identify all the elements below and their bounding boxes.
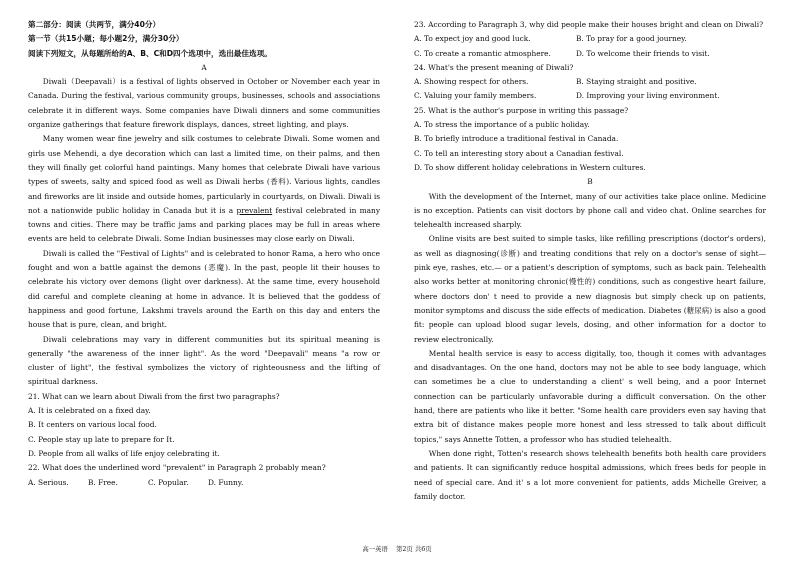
passage-b-label: B	[587, 177, 593, 187]
question-24-stem: 24. What's the present meaning of Diwali?	[414, 62, 574, 72]
passage-a-paragraph-2	[28, 132, 380, 246]
right-column	[414, 18, 766, 504]
question-21-option-c: C. People stay up late to prepare for It.	[28, 434, 175, 444]
question-23-stem: 23. According to Paragraph 3, why did people make their houses bright and clean on Diwali?	[414, 20, 764, 29]
question-22-stem: 22. What does the underlined word "prevalent" in Paragraph 2 probably mean?	[28, 463, 326, 473]
footer-subject: 高一英语	[362, 545, 388, 553]
question-23-option-d: D. To welcome their friends to visit.	[576, 48, 710, 58]
question-23-option-a: A. To expect joy and good luck.	[414, 34, 531, 44]
passage-a-paragraph-1: Diwali（Deepavali）is a festival of lights observed in October or November each year in Canada. During the festival, various community groups, businesses, schools and associations celebrate it in different ways. Some companies have Diwali dinners and some communities organize gatherings that feature firework displays, dances, street lighting, and plays.	[28, 77, 380, 130]
passage-b-paragraph-4: When done right, Totten's research shows telehealth benefits both health care providers and patients. It can significantly reduce hospital admissions, which frees beds for people in need of special care. And it' s a lot more convenient for patients, adds Michelle Greiver, a family doctor.	[414, 448, 766, 501]
question-22-option-a: A. Serious.	[28, 477, 69, 487]
question-24-option-d: D. Improving your living environment.	[576, 91, 720, 101]
paragraph-2-text-after: festival celebrated in many towns and cities. There may be traffic jams and parking places may be full in areas where events are held to celebrate Diwali. Some Indian businesses may close early on Diwali.	[28, 205, 380, 244]
question-21-stem: 21. What can we learn about Diwali from the first two paragraphs?	[28, 391, 280, 401]
question-23-options-row-1	[414, 32, 766, 46]
part-heading: 第二部分：阅读（共两节，满分40分）	[28, 20, 161, 29]
passage-a-paragraph-4: Diwali celebrations may vary in different communities but its spiritual meaning is generally "the awareness of the inner light". As the word "Deepavali" means "a row or cluster of light", the festival symbolizes the victory of righteousness and the lifting of spiritual darkness.	[28, 334, 380, 387]
question-22-options	[28, 476, 380, 490]
question-24-options-row-1	[414, 75, 766, 89]
question-23-option-c: C. To create a romantic atmosphere.	[414, 48, 551, 58]
paragraph-2-text-before: Many women wear fine jewelry and silk costumes to celebrate Diwali. Some women and girls use Mehendi, a dye decoration which can last a limited time, on their palms, and then they will finally get colorful hand paintings. Many homes that celebrate Diwali have various types of sweets, salty and spiced food as well as Diwali herbs (香料). Various lights, candles and fireworks are lit inside and outside homes, particularly in courtyards, on Diwali. Diwali is not a nationwide public holiday in Canada but it is a	[28, 134, 380, 215]
question-23-option-b: B. To pray for a good journey.	[576, 34, 687, 44]
page-footer	[0, 544, 794, 553]
question-25-option-b: B. To briefly introduce a traditional festival in Canada.	[414, 134, 619, 144]
instruction-text: 阅读下列短文，从每题所给的A、B、C和D四个选项中，选出最佳选项。	[28, 48, 272, 58]
left-column	[28, 18, 380, 490]
passage-a-label: A	[201, 62, 207, 72]
section-heading: 第一节（共15小题；每小题2分，满分30分）	[28, 34, 184, 44]
question-22-option-c: C. Popular.	[148, 477, 189, 487]
question-25-option-a: A. To stress the importance of a public holiday.	[414, 120, 590, 130]
question-22-option-d: D. Funny.	[208, 477, 244, 487]
question-22-option-b: B. Free.	[88, 477, 118, 487]
question-24-options-row-2	[414, 89, 766, 103]
question-24-option-a: A. Showing respect for others.	[414, 77, 529, 87]
question-25-option-d: D. To show different holiday celebrations in Western cultures.	[414, 162, 646, 172]
question-25-option-c: C. To tell an interesting story about a Canadian festival.	[414, 148, 624, 158]
underlined-word: prevalent	[236, 205, 273, 215]
question-23-options-row-2	[414, 47, 766, 61]
footer-page-number: 第2页 共6页	[395, 545, 432, 553]
passage-b-paragraph-1: With the development of the Internet, many of our activities take place online. Medicine is no exception. Patients can visit doctors by phone call and video chat. Online searches for telehealth increased sharply.	[414, 191, 766, 230]
question-24-option-c: C. Valuing your family members.	[414, 91, 537, 101]
passage-b-paragraph-2: Online visits are best suited to simple tasks, like refilling prescriptions (doctor's orders), as well as diagnosing(诊断) and treating conditions that rely on a doctor's sense of sight— pink eye, rashes, etc.— or a patient's description of symptoms, such as back pain. Telehealth also works better at monitoring chronic(慢性的) conditions, such as congestive heart failure, where doctors don' t need to provide a new diagnosis but simply check up on patients, monitor symptoms and discuss the side effects of medication. Diabetes (糖尿病) is also a good fit: people can upload blood sugar levels, dosing, and other information for a doctor to review electronically.	[414, 234, 766, 344]
passage-a-paragraph-3: Diwali is called the "Festival of Lights" and is celebrated to honor Rama, a hero who once fought and won a battle against the demons (恶魔). In the past, people lit their houses to celebrate his victory over demons (light over darkness). At the same time, every household did careful and complete cleaning at home in advance. It is believed that the goddess of happiness and good fortune, Lakshmi travels around the Earth on this day and enters the house that is pure, clean, and bright.	[28, 248, 380, 330]
question-21-option-a: A. It is celebrated on a fixed day.	[28, 406, 151, 416]
question-25-stem: 25. What is the author's purpose in writing this passage?	[414, 105, 629, 115]
question-21-option-d: D. People from all walks of life enjoy celebrating it.	[28, 448, 220, 458]
question-24-option-b: B. Staying straight and positive.	[576, 77, 697, 87]
passage-b-paragraph-3: Mental health service is easy to access digitally, too, though it comes with advantages and disadvantages. On the one hand, doctors may not be able to see body language, which can sometimes be a clue to understanding a client' s well being, and a poor Internet connection can be particularly unfavorable during a difficult conversation. On the other hand, there are patients who like it better. "Some health care providers even say having that extra bit of distance makes people more honest and less stressed to talk about difficult topics," says Annette Totten, a professor who has studied telehealth.	[414, 348, 766, 444]
question-21-option-b: B. It centers on various local food.	[28, 420, 157, 430]
